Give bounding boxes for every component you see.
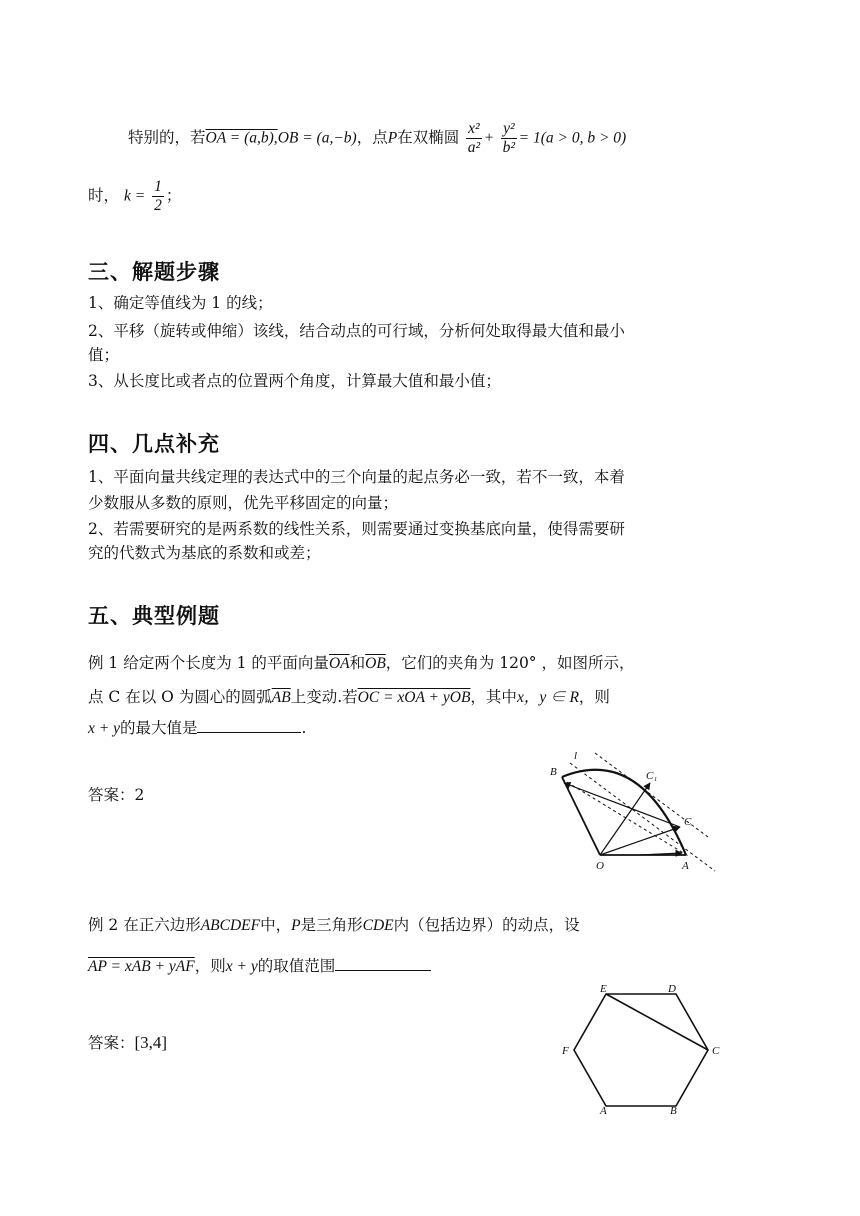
label-l: l [574, 750, 578, 762]
ex1-line-2: 点 C 在以 O 为圆心的圆弧$\overline{AB}$上变动.若OC = xOA + yOB，其中x，y ∈ R，则 [88, 688, 610, 706]
answer-blank [335, 954, 431, 971]
ex1-answer: 答案：2 [88, 786, 145, 804]
oa-eq: OA = (a,b), [205, 129, 278, 147]
frac-k: $\frac{1}{2}$ [154, 178, 162, 214]
section4-title: 四、几点补充 [88, 432, 220, 456]
section3-item: 3、从长度比或者点的位置两个角度，计算最大值和最小值； [88, 372, 501, 390]
answer-blank [197, 716, 301, 733]
ex2-figure [556, 980, 756, 1114]
section4-item: 少数服从多数的原则，优先平移固定的向量； [88, 494, 399, 512]
section4-item: 2、若需要研究的是两系数的线性关系，则需要通过变换基底向量，使得需要研 [88, 520, 625, 538]
section3-title: 三、解题步骤 [88, 260, 220, 284]
section5-title: 五、典型例题 [88, 604, 220, 628]
section3-item: 值； [88, 346, 120, 364]
section4-item: 1、平面向量共线定理的表达式中的三个向量的起点务必一致，若不一致，本着 [88, 468, 625, 486]
frac-x: $\frac{\text{x²}}{\text{a²}}$ [467, 120, 481, 156]
hexagon [574, 994, 708, 1106]
frac-y: $\frac{\text{y²}}{\text{b²}}$ [502, 120, 516, 156]
segment-ob [562, 777, 600, 855]
label-c1: C₁ [646, 770, 658, 782]
section3-item: 2、平移（旋转或伸缩）该线，结合动点的可行域，分析何处取得最大值和最小 [88, 322, 625, 340]
vector-oc1 [600, 783, 650, 855]
section3-item: 1、确定等值线为 1 的线； [88, 294, 273, 312]
ex2-line-1: 例 2 在正六边形ABCDEF中，P是三角形CDE内（包括边界）的动点，设 [88, 916, 580, 934]
vector-oc [600, 827, 680, 855]
label-o: O [596, 860, 604, 872]
ex2-answer: 答案：[3,4] [88, 1033, 168, 1052]
label-e: E [600, 983, 607, 995]
ellipse-tail: = 1(a > 0, b > 0) [518, 129, 627, 147]
label-a: A [600, 1105, 607, 1114]
label-c: C [712, 1045, 720, 1057]
ex1-line-1: 例 1 给定两个长度为 1 的平面向量$\overline{OA}$和$\overline{OB}$，它们的夹角为 120° ，如图所示， [88, 654, 635, 672]
arc-ab [562, 770, 686, 855]
label-b: B [550, 766, 557, 778]
label-a: A [682, 860, 689, 872]
ob-eq: OB = (a,−b) [277, 129, 357, 147]
label-d: D [668, 983, 676, 995]
ex1-figure [540, 745, 720, 875]
label-f: F [562, 1045, 569, 1057]
vector-cb [564, 783, 680, 827]
ex1-line-3: x + y的最大值是 . [88, 716, 306, 740]
section4-item: 究的代数式为基底的系数和或差； [88, 544, 321, 562]
intro-line-2: 时， k = $\frac{1}{2}$ ； [88, 178, 182, 214]
label-b: B [670, 1105, 677, 1114]
label-c: C [684, 816, 692, 828]
intro-line-1: 特别的，若OA = (a,b),OB = (a,−b)，点P在双椭圆 $\frac{\text{x²}}{\text{a²}}$ + $\frac{\text{y²}}{\text{b²}}$ = 1(a > 0, b > 0) [128, 120, 627, 156]
ex2-line-2: AP = xAB + yAF，则x + y的取值范围 [88, 954, 431, 978]
